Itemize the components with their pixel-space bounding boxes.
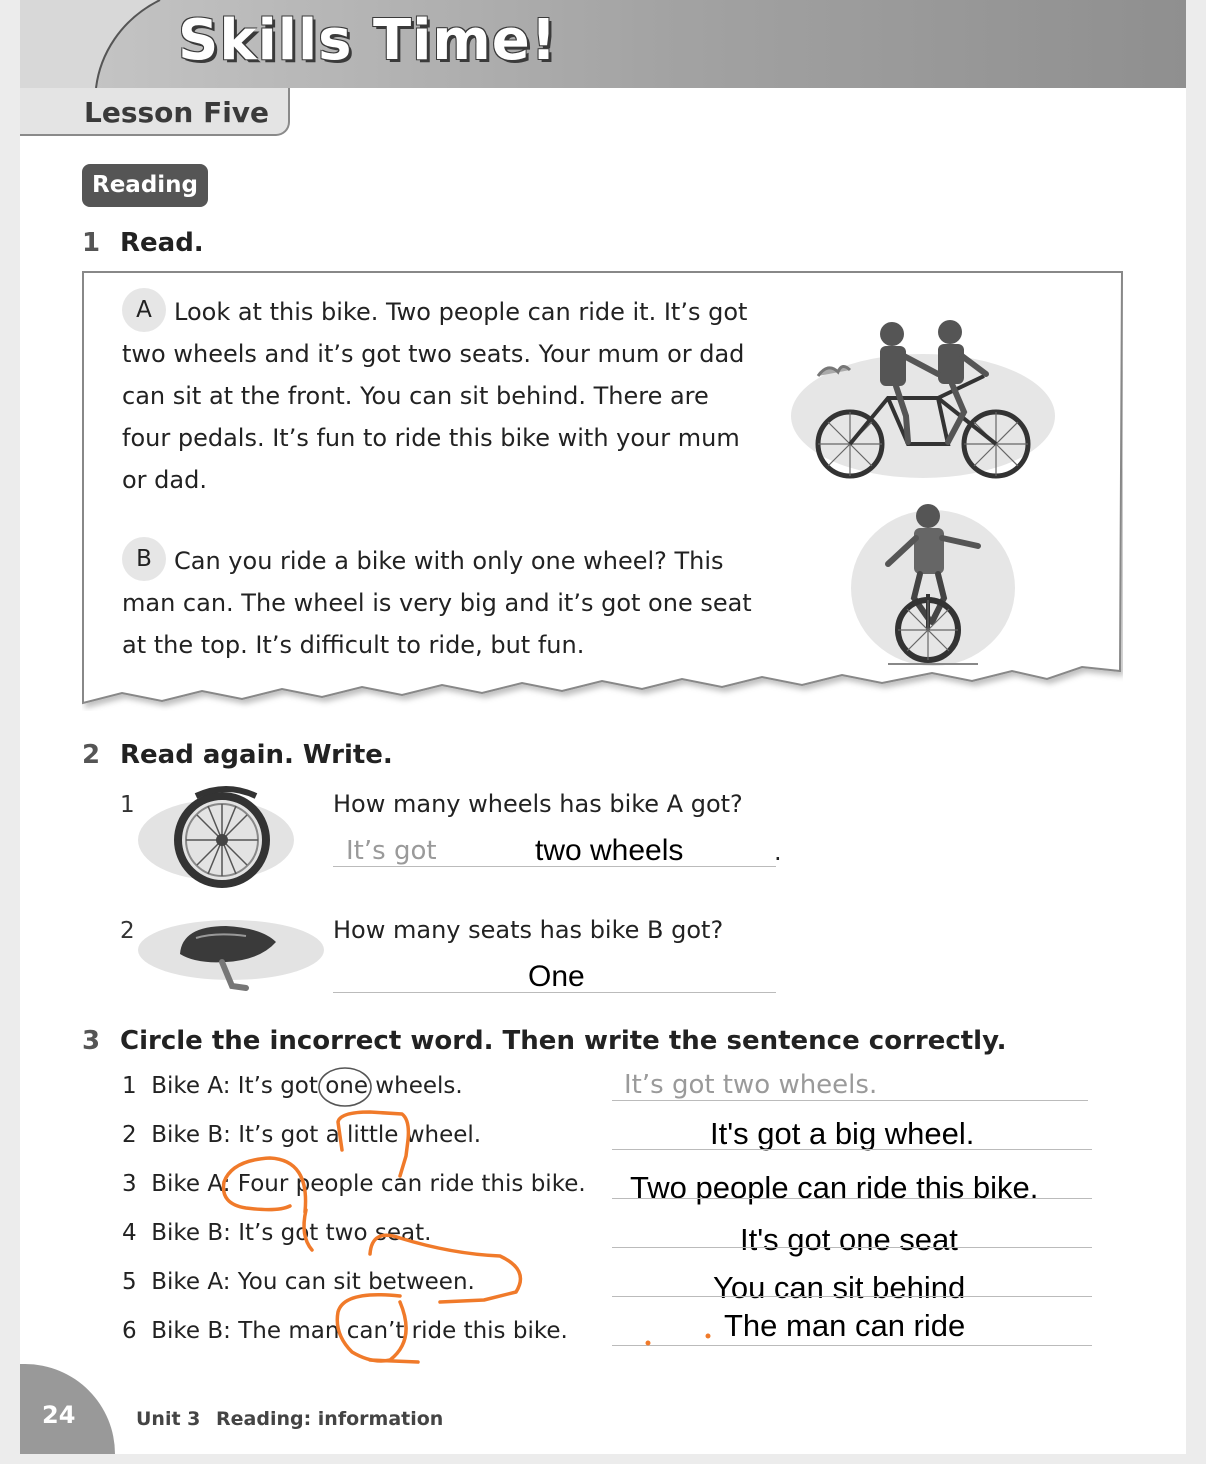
ex3-item-5 [122, 1269, 475, 1295]
section-badge: Reading [82, 164, 208, 207]
ex2-answer-line-1 [333, 866, 776, 867]
passage-b-line-2: man can. The wheel is very big and it’s got one seat [122, 589, 752, 617]
ex2-answer-line-2 [333, 992, 776, 993]
exercise-1-number: 1 [82, 228, 101, 258]
page-number: 24 [42, 1401, 76, 1429]
workbook-page [20, 0, 1186, 1454]
passage-a-line-1: Look at this bike. Two people can ride it. It’s got [174, 298, 748, 326]
exercise-1-instruction: Read. [120, 228, 204, 258]
ex2-question-1-text: How many wheels has bike A got? [333, 790, 743, 818]
ex3-item-5-sentence: Bike A: You can sit between. [151, 1269, 475, 1295]
ex3-item-2-answer[interactable]: It's got a big wheel. [710, 1116, 975, 1151]
passage-a-letter: A [122, 288, 166, 332]
ex3-item-6 [122, 1318, 568, 1344]
passage-a-line-2: two wheels and it’s got two seats. Your mum or dad [122, 340, 745, 368]
footer-topic: Reading: information [216, 1408, 444, 1430]
bike-seat-icon [136, 916, 326, 992]
ex3-item-1-number: 1 [122, 1073, 137, 1099]
ex3-answer-line-3 [612, 1198, 1092, 1199]
ex3-item-6-number: 6 [122, 1318, 137, 1344]
ex3-item-4-sentence: Bike B: It’s got two seat. [151, 1220, 432, 1246]
exercise-2-instruction: Read again. Write. [120, 740, 393, 770]
ex3-item-5-answer[interactable]: You can sit behind [713, 1270, 966, 1305]
ex3-answer-line-2 [612, 1149, 1092, 1150]
passage-b [122, 540, 752, 666]
ex2-question-1-end: . [774, 838, 782, 866]
ex3-item-3 [122, 1171, 586, 1197]
ex2-question-2-answer[interactable]: One [528, 960, 585, 993]
unicycle-icon [848, 498, 1018, 668]
exercise-3-instruction: Circle the incorrect word. Then write the sentence correctly. [120, 1026, 1007, 1056]
ex3-item-4-number: 4 [122, 1220, 137, 1246]
ex3-item-1-model-answer: It’s got two wheels. [624, 1070, 878, 1100]
lesson-label: Lesson Five [84, 96, 270, 129]
page-title: Skills Time! [178, 8, 558, 73]
ex2-question-1-number: 1 [120, 792, 135, 818]
passage-a-line-5: or dad. [122, 466, 207, 494]
ex2-question-2-number: 2 [120, 918, 135, 944]
ex3-item-3-sentence: Bike A: Four people can ride this bike. [151, 1171, 586, 1197]
ex3-answer-line-5 [612, 1296, 1092, 1297]
tandem-bike-icon [788, 306, 1058, 486]
ex3-item-2 [122, 1122, 481, 1148]
wheel-icon [136, 782, 296, 892]
ex3-item-3-number: 3 [122, 1171, 137, 1197]
ex3-item-2-sentence: Bike B: It’s got a little wheel. [151, 1122, 482, 1148]
passage-b-line-3: at the top. It’s difficult to ride, but fun. [122, 631, 585, 659]
ex2-question-1-answer[interactable]: two wheels [535, 834, 684, 867]
ex2-question-1-hint: It’s got [346, 836, 437, 866]
ex3-item-6-sentence: Bike B: The man can’t ride this bike. [151, 1318, 568, 1344]
exercise-3-number: 3 [82, 1026, 101, 1056]
footer-unit: Unit 3 [136, 1408, 201, 1430]
ex3-answer-line-6 [612, 1345, 1092, 1346]
exercise-2-number: 2 [82, 740, 101, 770]
ex2-question-2-text: How many seats has bike B got? [333, 916, 724, 944]
passage-a-line-3: can sit at the front. You can sit behind. There are [122, 382, 709, 410]
passage-b-letter: B [122, 537, 166, 581]
ex3-item-4-answer[interactable]: It's got one seat [740, 1222, 958, 1257]
passage-a [122, 291, 747, 501]
ex3-item-1 [122, 1073, 463, 1099]
ex3-item-1-sentence: Bike A: It’s got one wheels. [151, 1073, 463, 1099]
ex3-item-5-number: 5 [122, 1269, 137, 1295]
ex3-item-4 [122, 1220, 431, 1246]
ex3-answer-line-4 [612, 1247, 1092, 1248]
ex3-item-3-answer[interactable]: Two people can ride this bike. [630, 1170, 1039, 1205]
ex3-answer-line-1 [612, 1100, 1088, 1101]
passage-a-line-4: four pedals. It’s fun to ride this bike with your mum [122, 424, 740, 452]
passage-b-line-1: Can you ride a bike with only one wheel? This [174, 547, 724, 575]
ex3-item-6-answer[interactable]: The man can ride [724, 1308, 966, 1343]
ex3-item-2-number: 2 [122, 1122, 137, 1148]
